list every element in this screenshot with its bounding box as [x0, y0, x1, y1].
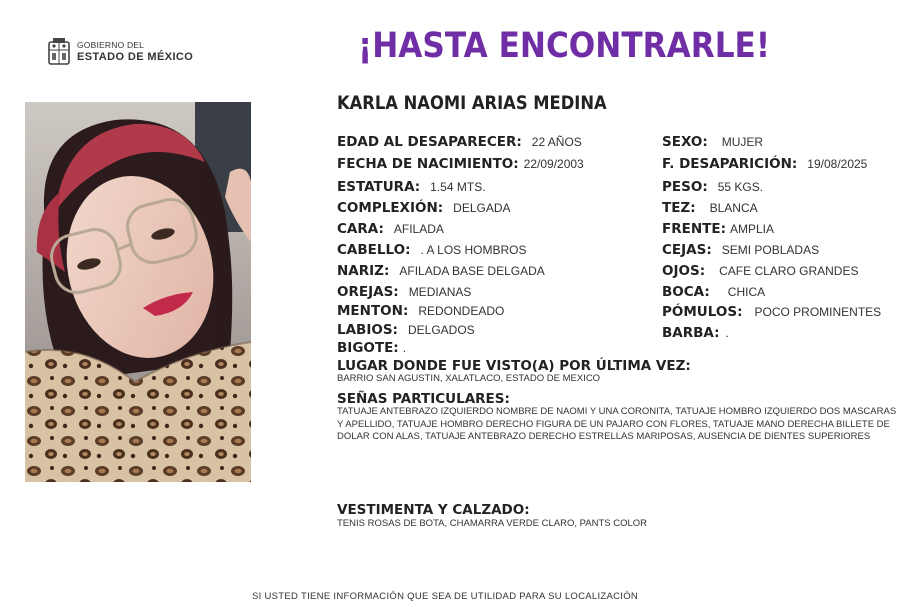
- field-complexion: [337, 200, 511, 216]
- field-fecha-desaparicion: [662, 156, 867, 172]
- field-label: LABIOS:: [337, 322, 398, 338]
- field-label: OREJAS:: [337, 284, 399, 300]
- field-label: PESO:: [662, 179, 708, 195]
- field-label: OJOS:: [662, 263, 706, 279]
- field-label: FRENTE:: [662, 221, 726, 237]
- field-peso: [662, 179, 763, 195]
- field-value: 55 KGS.: [717, 180, 764, 194]
- field-tez: [662, 200, 758, 216]
- field-label: CABELLO:: [337, 242, 411, 258]
- field-value: 22/09/2003: [523, 157, 584, 171]
- field-boca: [662, 284, 765, 300]
- clothing-title: VESTIMENTA Y CALZADO:: [337, 502, 530, 518]
- field-label: FECHA DE NACIMIENTO:: [337, 156, 519, 172]
- field-value: .: [402, 341, 407, 355]
- field-value: DELGADOS: [407, 323, 475, 337]
- field-label: BARBA:: [662, 325, 720, 341]
- campaign-headline: ¡HASTA ENCONTRARLE!: [358, 26, 771, 66]
- field-value: 22 AÑOS: [531, 135, 582, 149]
- field-label: PÓMULOS:: [662, 304, 743, 320]
- field-menton: [337, 303, 504, 319]
- person-name: KARLA NAOMI ARIAS MEDINA: [337, 92, 607, 114]
- field-value: AMPLIA: [729, 222, 774, 236]
- government-logo: [46, 36, 193, 68]
- field-value: .: [725, 326, 729, 340]
- field-bigote: [337, 340, 406, 356]
- field-label: MENTON:: [337, 303, 409, 319]
- marks-title: SEÑAS PARTICULARES:: [337, 391, 510, 407]
- field-value: BLANCA: [709, 201, 758, 215]
- field-cejas: [662, 242, 819, 258]
- field-value: AFILADA BASE DELGADA: [399, 264, 545, 278]
- field-value: 1.54 MTS.: [430, 180, 486, 194]
- person-photo: [25, 102, 251, 482]
- field-value: MEDIANAS: [408, 285, 472, 299]
- marks-line: TATUAJE ANTEBRAZO IZQUIERDO NOMBRE DE NAOMI Y UNA CORONITA, TATUAJE HOMBRO IZQUIERDO DOS MASCARAS: [337, 406, 897, 417]
- field-label: NARIZ:: [337, 263, 390, 279]
- field-barba: [662, 325, 729, 341]
- field-label: F. DESAPARICIÓN:: [662, 156, 798, 172]
- field-value: CHICA: [727, 285, 766, 299]
- field-label: SEXO:: [662, 134, 708, 150]
- field-value: . A LOS HOMBROS: [420, 243, 527, 257]
- marks-line: Y APELLIDO, TATUAJE HOMBRO DERECHO FIGURA DE UN PAJARO CON FLORES, TATUAJE MANO DERECHA BILLETE DE: [337, 418, 890, 430]
- field-label: BOCA:: [662, 284, 710, 300]
- logo-line-2: ESTADO DE MÉXICO: [77, 50, 194, 63]
- field-label: EDAD AL DESAPARECER:: [337, 134, 522, 150]
- field-labios: [337, 322, 475, 338]
- field-frente: [662, 221, 774, 237]
- field-label: CEJAS:: [662, 242, 712, 258]
- field-fecha-nacimiento: [337, 156, 584, 172]
- state-coat-of-arms-icon: [46, 36, 72, 68]
- field-estatura: [337, 179, 486, 195]
- clothing-description: TENIS ROSAS DE BOTA, CHAMARRA VERDE CLARO, PANTS COLOR: [337, 518, 648, 529]
- field-edad: [337, 134, 582, 150]
- last-seen-location: BARRIO SAN AGUSTIN, XALATLACO, ESTADO DE MEXICO: [337, 373, 601, 384]
- field-label: COMPLEXIÓN:: [337, 200, 444, 216]
- last-seen-title: LUGAR DONDE FUE VISTO(A) POR ÚLTIMA VEZ:: [337, 358, 691, 374]
- field-value: 19/08/2025: [807, 157, 868, 171]
- field-value: SEMI POBLADAS: [721, 243, 820, 257]
- field-cabello: [337, 242, 527, 258]
- field-label: ESTATURA:: [337, 179, 421, 195]
- field-label: TEZ:: [662, 200, 696, 216]
- field-value: POCO PROMINENTES: [754, 305, 882, 319]
- field-value: CAFE CLARO GRANDES: [719, 264, 859, 278]
- field-ojos: [662, 263, 858, 279]
- field-sexo: [662, 134, 763, 150]
- logo-line-1: GOBIERNO DEL: [77, 40, 145, 51]
- field-pomulos: [662, 304, 881, 320]
- footer-info-text: SI USTED TIENE INFORMACIÓN QUE SEA DE UTILIDAD PARA SU LOCALIZACIÓN: [252, 591, 639, 602]
- field-cara: [337, 221, 444, 237]
- field-value: AFILADA: [393, 222, 444, 236]
- field-orejas: [337, 284, 471, 300]
- field-value: DELGADA: [453, 201, 511, 215]
- field-label: CARA:: [337, 221, 384, 237]
- field-value: MUJER: [721, 135, 764, 149]
- marks-line: DOLAR CON ALAS, TATUAJE ANTEBRAZO DERECHO ESTRELLAS MARIPOSAS, AUSENCIA DE DIENTES SUPERIORES: [337, 431, 871, 442]
- field-nariz: [337, 263, 545, 279]
- field-value: REDONDEADO: [418, 304, 505, 318]
- field-label: BIGOTE:: [337, 340, 399, 356]
